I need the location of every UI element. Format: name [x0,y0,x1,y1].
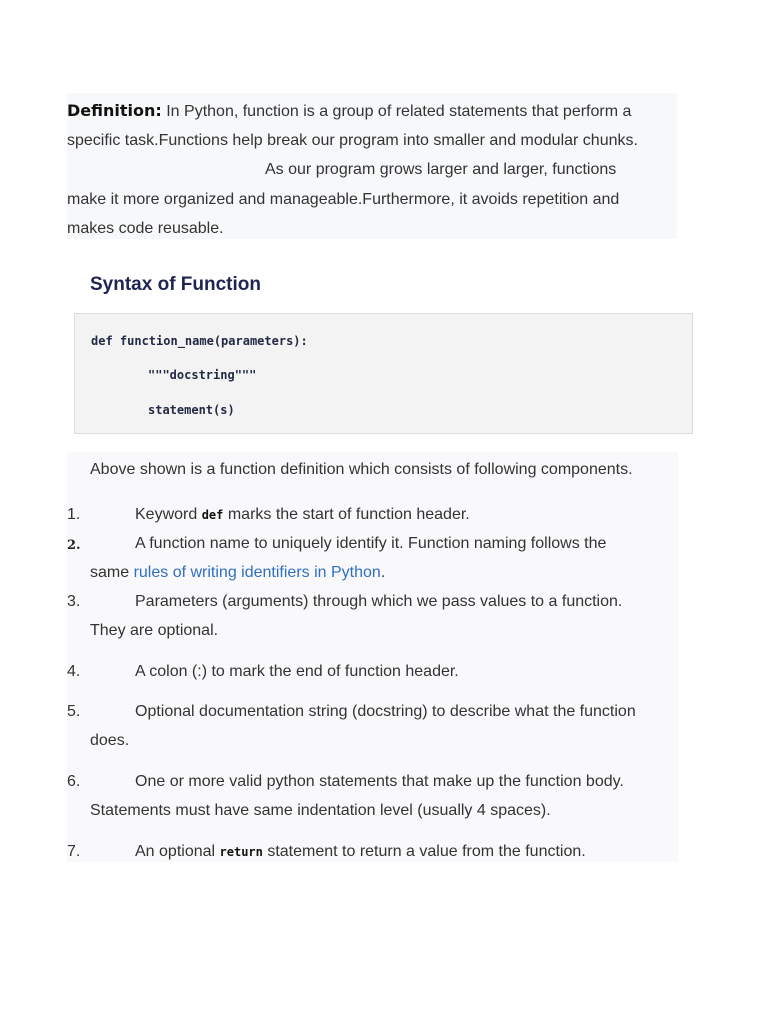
identifiers-link[interactable]: rules of writing identifiers in Python [133,564,381,581]
code-block [74,313,693,434]
definition-label: Definition: [67,101,162,120]
components-intro: Above shown is a function definition which consists of following components. [90,461,633,478]
list-item-text: statement to return a value from the function. [262,843,586,860]
keyword-def: def [201,508,224,522]
list-item-continuation [90,563,385,583]
list-item-number: 5. [67,703,81,720]
list-item-text: marks the start of function header. [223,506,470,523]
list-item-continuation: They are optional. [90,622,219,639]
list-item: A function name to uniquely identify it. Function naming follows the [135,535,607,552]
list-item-text: . [380,564,386,581]
list-item-continuation: Statements must have same indentation level (usually 4 spaces). [90,802,551,819]
list-item-text: same [90,564,134,581]
list-item-text: An optional [135,843,220,860]
keyword-return: return [219,845,263,859]
list-item-number: 6. [67,773,81,790]
code-line-1: def function_name(parameters): [91,334,308,348]
definition-line-5: makes code reusable. [67,220,224,237]
definition-line-4: make it more organized and manageable.Furthermore, it avoids repetition and [67,191,620,208]
list-item [135,842,586,862]
list-item-number: 2. [67,538,81,553]
definition-line-1 [67,101,631,122]
list-item [135,505,470,525]
list-item-number: 3. [67,593,81,610]
list-item: Parameters (arguments) through which we pass values to a function. [135,593,623,610]
definition-line-3: As our program grows larger and larger, functions [265,161,617,178]
list-item-text: Keyword [135,506,202,523]
definition-text-1: In Python, function is a group of related statements that perform a [166,103,632,120]
list-item-continuation: does. [90,732,130,749]
list-item-number: 7. [67,843,81,860]
syntax-heading: Syntax of Function [90,274,261,295]
list-item-number: 4. [67,663,81,680]
code-line-3: statement(s) [148,403,235,417]
code-line-2: """docstring""" [148,368,257,382]
definition-line-2: specific task.Functions help break our program into smaller and modular chunks. [67,132,638,149]
list-item-number: 1. [67,506,81,523]
list-item: Optional documentation string (docstring) to describe what the function [135,703,636,720]
list-item: A colon (:) to mark the end of function header. [135,663,459,680]
list-item: One or more valid python statements that make up the function body. [135,773,624,790]
